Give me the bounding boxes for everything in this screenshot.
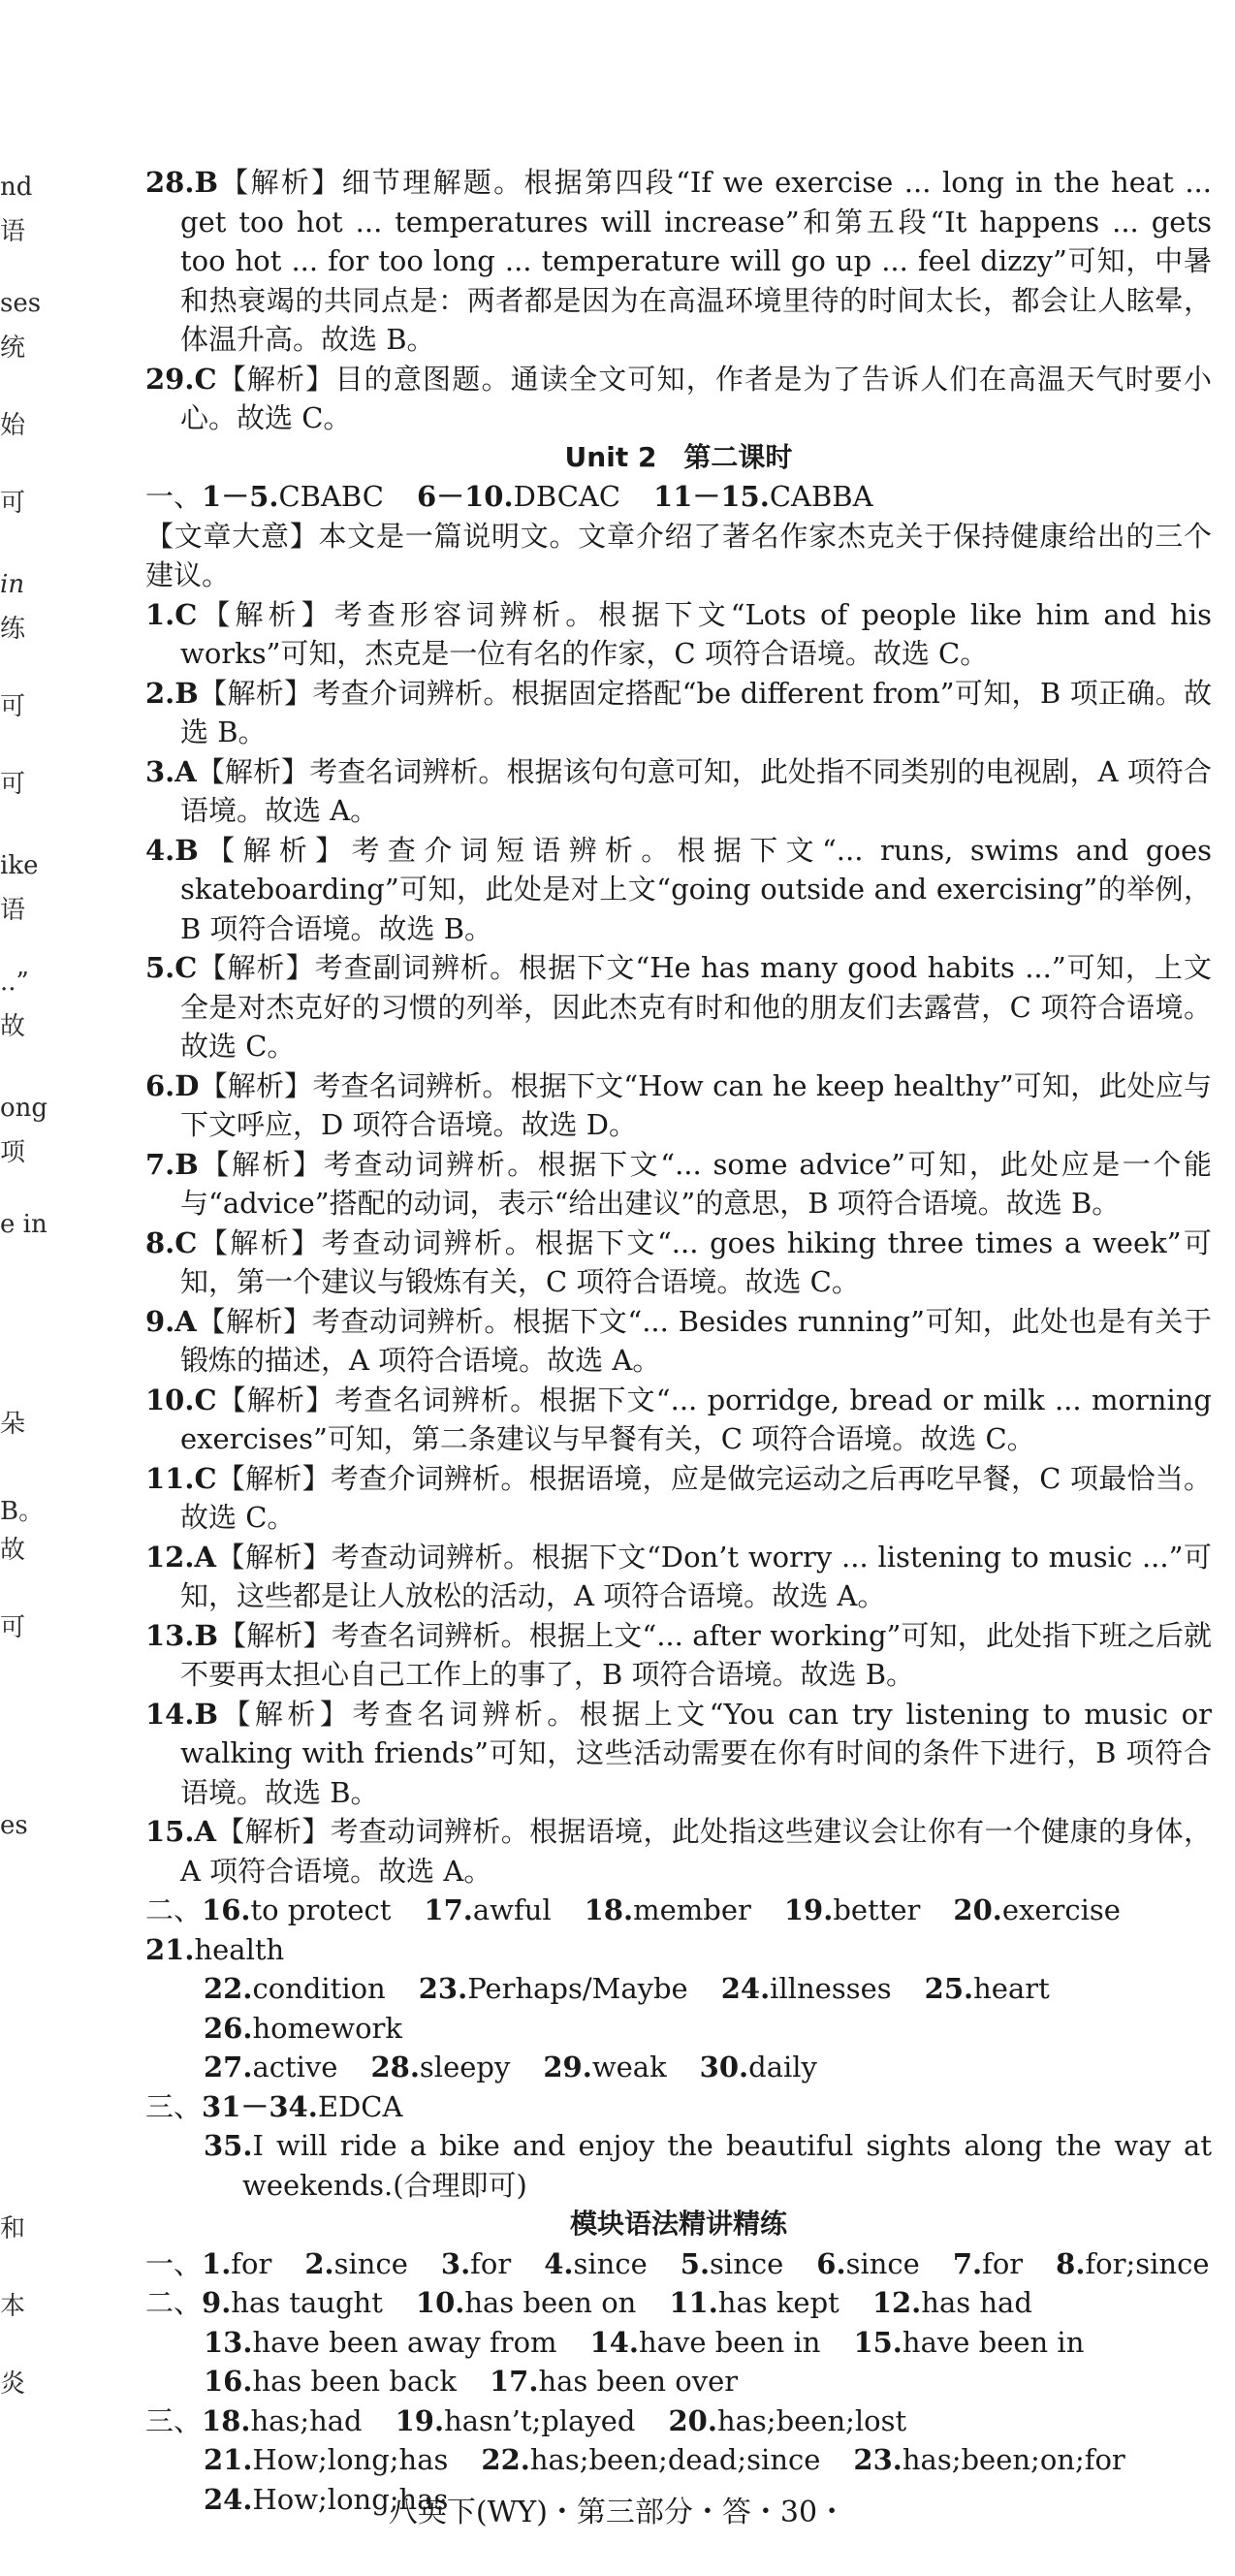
range-label: 11－15.	[653, 480, 770, 513]
item-explanation: 【解析】考查动词辨析。根据下文“Don’t worry ... listening to music ...”可知，这些都是让人放松的活动，A 项符合语境。故选 A。	[180, 1540, 1212, 1612]
section-label: 一、	[145, 480, 203, 513]
section-label: 三、	[145, 2089, 203, 2123]
item-number: 12.	[871, 2286, 922, 2319]
edge-fragment: 练	[0, 615, 26, 644]
answer-text: has;been;dead;since	[529, 2443, 821, 2476]
answer-entry	[721, 1972, 892, 2005]
item-number: 19.	[395, 2403, 445, 2437]
item-explanation: 【解析】考查副词辨析。根据下文“He has many good habits ...”可知，上文全是对杰克好的习惯的列举，因此杰克有时和他的朋友们去露营，C 项符合语境。故选 C。	[180, 951, 1212, 1063]
answer-content	[145, 163, 1212, 2519]
answer-text: member	[633, 1893, 751, 1926]
explanation-item	[145, 1066, 1212, 1145]
item-number: 18.	[202, 2403, 251, 2437]
answer-entry	[481, 2443, 820, 2476]
item-number: 7.	[952, 2246, 983, 2280]
item-number: 3.A	[145, 754, 197, 788]
item-explanation: 【解析】考查名词辨析。根据下文“... porridge, bread or milk ... morning exercises”可知，第二条建议与早餐有关，C 项符合语境。故选 C。	[180, 1383, 1212, 1455]
item-number: 21.	[145, 1932, 195, 1966]
item-number: 4.	[544, 2246, 574, 2280]
item-number: 24.	[720, 1972, 771, 2005]
item-number: 7.B	[145, 1147, 199, 1181]
answer-entry	[204, 2012, 402, 2045]
item-number: 13.B	[145, 1618, 218, 1652]
answer-line	[145, 1969, 1212, 2048]
item-number: 5.C	[145, 951, 198, 984]
item-number: 14.B	[145, 1697, 218, 1731]
explanation-item	[145, 674, 1212, 752]
explanation-item	[145, 1538, 1212, 1616]
item-number: 1.	[202, 2246, 232, 2280]
answer-line	[145, 2440, 1212, 2480]
edge-fragment: 可	[0, 770, 26, 799]
grammar-heading: 模块语法精讲精练	[569, 2208, 787, 2240]
item-number: 24.	[204, 2482, 253, 2516]
item-explanation: 【解析】考查介词短语辨析。根据下文“... runs, swims and goes skateboarding”可知，此处是对上文“going outside and exercising”的举例，B 项符合语境。故选 B。	[180, 833, 1212, 945]
edge-fragment: 项	[0, 1138, 26, 1167]
item-number: 17.	[424, 1893, 473, 1926]
answer-text: exercise	[1001, 1893, 1121, 1926]
edge-fragment: 朵	[0, 1410, 26, 1439]
section-1-choices	[145, 477, 1212, 517]
answer-entry	[872, 2286, 1032, 2319]
answer-entry	[204, 2443, 448, 2476]
item-number: 17.	[489, 2365, 539, 2398]
answer-entry	[953, 2247, 1023, 2280]
item-number: 20.	[668, 2403, 717, 2437]
answer-entry	[700, 2051, 817, 2083]
edge-fragment: 故	[0, 1536, 26, 1565]
item-number: 28.B	[145, 166, 218, 199]
item-number: 15.	[853, 2325, 902, 2359]
grammar-section-1	[145, 2244, 1212, 2284]
explanation-item	[145, 595, 1212, 674]
section-label: 二、	[145, 2286, 203, 2319]
answer-entry	[202, 1893, 391, 1926]
explanation-item	[145, 1616, 1212, 1695]
edge-fragment: e in	[0, 1210, 48, 1239]
explanation-item	[145, 752, 1212, 831]
answer-text: How;long;has	[252, 2443, 449, 2476]
item-explanation: 【解析】考查名词辨析。根据下文“How can he keep healthy”可知，此处应与下文呼应，D 项符合语境。故选 D。	[180, 1068, 1212, 1141]
explanation-item	[145, 1302, 1212, 1381]
answer-entry	[424, 1893, 551, 1926]
item-number: 2.B	[145, 676, 199, 710]
answer-entry	[204, 2365, 457, 2398]
item-number: 30.	[699, 2051, 749, 2083]
edge-fragment: 故	[0, 1012, 26, 1041]
item-explanation: 【解析】考查动词辨析。根据下文“... goes hiking three times a week”可知，第一个建议与锻炼有关，C 项符合语境。故选 C。	[180, 1225, 1212, 1298]
item-number: 35.	[204, 2129, 253, 2162]
answer-entry	[681, 2247, 784, 2280]
item-explanation: 【解析】考查名词辨析。根据上文“... after working”可知，此处指下班之后就不要再太担心自己工作上的事了，B 项符合语境。故选 B。	[180, 1618, 1212, 1691]
explanation-item	[145, 1381, 1212, 1459]
item-number: 16.	[202, 1893, 251, 1926]
edge-fragment: nd	[0, 173, 33, 202]
item-explanation: 【解析】目的意图题。通读全文可知，作者是为了告诉人们在高温天气时要小心。故选 C。	[180, 362, 1212, 434]
answer-text: has;had	[250, 2403, 363, 2437]
edge-fragment: ..”	[0, 968, 29, 997]
explanation-list	[145, 595, 1212, 1892]
item-explanation: 【解析】考查动词辨析。根据下文“... some advice”可知，此处应是一个能与“advice”搭配的动词，表示“给出建议”的意思，B 项符合语境。故选 B。	[180, 1147, 1212, 1220]
explanation-item	[145, 1145, 1212, 1224]
answer-sentence	[145, 2126, 1212, 2205]
range-label: 31－34.	[202, 2089, 318, 2123]
answer-entry	[853, 2443, 1124, 2476]
item-explanation: 【解析】考查介词辨析。根据固定搭配“be different from”可知，B 项正确。故选 B。	[180, 676, 1212, 748]
answer-line	[145, 2244, 1212, 2284]
answer-entry	[490, 2365, 738, 2398]
answer-text: for	[470, 2246, 512, 2280]
edge-fragment: B。	[0, 1497, 45, 1526]
answer-entry	[669, 2404, 907, 2437]
edge-fragment: in	[0, 570, 25, 599]
answer-text: homework	[252, 2011, 402, 2045]
item-number: 25.	[924, 1972, 974, 2005]
edge-fragment: 可	[0, 489, 26, 518]
answer-item-29	[145, 360, 1212, 438]
answer-text: illnesses	[770, 1972, 892, 2005]
item-number: 11.C	[145, 1461, 217, 1495]
item-number: 23.	[418, 1972, 468, 2005]
answer-text: have been in	[638, 2325, 821, 2359]
item-explanation: 【解析】考查动词辨析。根据下文“... Besides running”可知，此处也是有关于锻炼的描述，A 项符合语境。故选 A。	[180, 1304, 1212, 1377]
item-number: 21.	[204, 2443, 253, 2476]
item-explanation: 【解析】考查名词辨析。根据上文“You can try listening to music or walking with friends”可知，这些活动需要在你有时间的条件下进行，B 项符合语境。故选 B。	[180, 1697, 1212, 1809]
item-number: 27.	[204, 2051, 253, 2083]
answer-line	[145, 2323, 1212, 2363]
item-number: 20.	[953, 1893, 1002, 1926]
answer-text: has been over	[538, 2365, 739, 2398]
item-explanation: 【解析】考查介词辨析。根据语境，应是做完运动之后再吃早餐，C 项最恰当。故选 C。	[180, 1461, 1212, 1534]
section-2-fill	[145, 1891, 1212, 2087]
edge-fragment: 统	[0, 334, 26, 363]
item-number: 26.	[204, 2011, 253, 2045]
answer-text: weak	[591, 2051, 667, 2083]
answer-entry	[590, 2326, 821, 2359]
explanation-item	[145, 831, 1212, 949]
edge-fragment: 语	[0, 217, 26, 246]
answer-text: sleepy	[419, 2051, 511, 2083]
grammar-section-2	[145, 2283, 1212, 2401]
section-label: 一、	[145, 2246, 203, 2280]
answer-text: has had	[921, 2286, 1032, 2319]
answer-line	[145, 2362, 1212, 2401]
answer-entry	[544, 2247, 648, 2280]
item-number: 12.A	[145, 1540, 216, 1574]
item-number: 4.B	[145, 833, 199, 867]
item-explanation: 【解析】细节理解题。根据第四段“If we exercise ... long in the heat ... get too hot ... temperatures will increase”和第五段“It happens ... gets too hot ... for too long ... temperature will go up ... feel dizzy”可知，中暑和热衰竭的共同点是：两者都是因为在高温环境里待的时间太长，都会让人眩晕，体温升高。故选 B。	[180, 166, 1212, 356]
answer-text: for;since	[1085, 2246, 1210, 2280]
answer-line	[145, 2283, 1212, 2323]
item-number: 6.D	[145, 1068, 200, 1102]
edge-fragment: ses	[0, 289, 42, 318]
answer-text: daily	[748, 2051, 817, 2083]
answer-text: health	[194, 1932, 285, 1966]
explanation-item	[145, 948, 1212, 1066]
item-number: 8.C	[145, 1225, 198, 1259]
answer-text: active	[252, 2051, 338, 2083]
edge-fragment: es	[0, 1811, 28, 1840]
range-answers: EDCA	[317, 2089, 403, 2123]
item-number: 16.	[204, 2365, 253, 2398]
item-number: 3.	[440, 2246, 471, 2280]
item-explanation: 【解析】考查名词辨析。根据该句句意可知，此处指不同类别的电视剧，A 项符合语境。故选 A。	[180, 754, 1212, 827]
answer-text: has been on	[464, 2286, 637, 2319]
range-answers: CABBA	[769, 480, 873, 513]
item-number: 5.	[680, 2246, 711, 2280]
item-number: 9.A	[145, 1304, 197, 1338]
answer-entry	[204, 2051, 337, 2083]
item-number: 10.	[415, 2286, 465, 2319]
item-number: 14.	[589, 2325, 639, 2359]
answer-text: has;been;lost	[716, 2403, 907, 2437]
section-3-writing	[145, 2087, 1212, 2206]
answer-entry	[953, 1893, 1121, 1926]
answer-entry	[416, 2286, 636, 2319]
sample-answer: I will ride a bike and enjoy the beautiful sights along the way at weekends.(合理即可)	[242, 2129, 1212, 2202]
edge-fragment: 和	[0, 2214, 26, 2243]
answer-text: have been away from	[252, 2325, 557, 2359]
explanation-item	[145, 1459, 1212, 1538]
answer-text: How;long;has	[252, 2482, 449, 2516]
answer-entry	[669, 2286, 839, 2319]
item-number: 11.	[669, 2286, 718, 2319]
answer-text: have been in	[902, 2325, 1085, 2359]
answer-entry	[925, 1972, 1050, 2005]
item-number: 6.	[816, 2246, 846, 2280]
answer-line	[145, 2087, 1212, 2127]
answer-text: Perhaps/Maybe	[467, 1972, 688, 2005]
item-number: 13.	[204, 2325, 253, 2359]
unit-heading: Unit 2 第二课时	[564, 440, 793, 473]
item-number: 1.C	[145, 597, 198, 631]
answer-text: for	[982, 2246, 1024, 2280]
answer-item-28	[145, 163, 1212, 360]
item-number: 22.	[204, 1972, 253, 2005]
edge-fragment: 始	[0, 411, 26, 440]
edge-fragment: ong	[0, 1094, 48, 1123]
answer-text: awful	[472, 1893, 552, 1926]
item-number: 9.	[202, 2286, 232, 2319]
edge-fragment: 可	[0, 692, 26, 721]
answer-entry	[853, 2326, 1084, 2359]
edge-fragment: ike	[0, 851, 39, 880]
explanation-item	[145, 1812, 1212, 1891]
answer-text: has kept	[717, 2286, 839, 2319]
answer-entry	[204, 1972, 386, 2005]
item-number: 15.A	[145, 1815, 216, 1848]
answer-text: hasn’t;played	[444, 2403, 636, 2437]
item-number: 18.	[584, 1893, 634, 1926]
section-label: 三、	[145, 2403, 203, 2437]
edge-fragment: 本	[0, 2292, 26, 2321]
item-number: 19.	[783, 1893, 834, 1926]
answer-text: to protect	[250, 1893, 392, 1926]
answer-text: since	[710, 2246, 784, 2280]
answer-entry	[585, 1893, 751, 1926]
explanation-item	[145, 1695, 1212, 1813]
item-number: 29.C	[145, 362, 217, 396]
edge-fragment: 可	[0, 1613, 26, 1642]
item-number: 2.	[304, 2246, 334, 2280]
item-number: 8.	[1056, 2246, 1086, 2280]
answer-entry	[202, 2247, 271, 2280]
answer-text: for	[231, 2246, 272, 2280]
previous-page-edge	[0, 0, 78, 2576]
answer-text: has;been;on;for	[902, 2443, 1125, 2476]
answer-text: better	[833, 1893, 921, 1926]
article-summary: 【文章大意】本文是一篇说明文。文章介绍了著名作家杰克关于保持健康给出的三个建议。	[145, 519, 1212, 591]
answer-entry	[202, 2404, 363, 2437]
answer-entry	[1056, 2247, 1209, 2280]
answer-text: has been back	[252, 2365, 457, 2398]
answer-entry	[145, 1933, 284, 1966]
answer-text: condition	[252, 1972, 386, 2005]
range-answers: DBCAC	[513, 480, 621, 513]
answer-entry	[304, 2247, 408, 2280]
edge-fragment: 语	[0, 896, 26, 925]
answer-text: since	[333, 2246, 408, 2280]
answer-line	[145, 1891, 1212, 1969]
item-number: 29.	[543, 2051, 592, 2083]
answer-entry	[370, 2051, 510, 2083]
range-label: 6－10.	[416, 480, 514, 513]
item-number: 28.	[370, 2051, 420, 2083]
page-footer: 八英下(WY)・第三部分・答・30・	[388, 2496, 847, 2529]
edge-fragment: 炎	[0, 2369, 26, 2399]
explanation-item	[145, 1224, 1212, 1302]
range-answers: CBABC	[278, 480, 384, 513]
answer-line	[145, 2048, 1212, 2087]
item-number: 22.	[481, 2443, 530, 2476]
answer-entry	[202, 2286, 383, 2319]
item-number: 23.	[853, 2443, 902, 2476]
range-label: 1－5.	[202, 480, 279, 513]
item-explanation: 【解析】考查形容词辨析。根据下文“Lots of people like him and his works”可知，杰克是一位有名的作家，C 项符合语境。故选 C。	[180, 597, 1212, 670]
item-number: 10.C	[145, 1383, 217, 1416]
answer-entry	[396, 2404, 636, 2437]
answer-entry	[419, 1972, 688, 2005]
answer-text: heart	[973, 1972, 1050, 2005]
answer-entry	[784, 1893, 921, 1926]
answer-text: since	[845, 2246, 920, 2280]
answer-entry	[204, 2326, 557, 2359]
item-explanation: 【解析】考查动词辨析。根据语境，此处指这些建议会让你有一个健康的身体，A 项符合语境。故选 A。	[180, 1815, 1212, 1888]
answer-text: since	[573, 2246, 648, 2280]
section-label: 二、	[145, 1893, 203, 1926]
answer-text: has taught	[231, 2286, 383, 2319]
answer-entry	[441, 2247, 511, 2280]
answer-entry	[543, 2051, 666, 2083]
answer-line	[145, 2401, 1212, 2441]
answer-entry	[816, 2247, 920, 2280]
